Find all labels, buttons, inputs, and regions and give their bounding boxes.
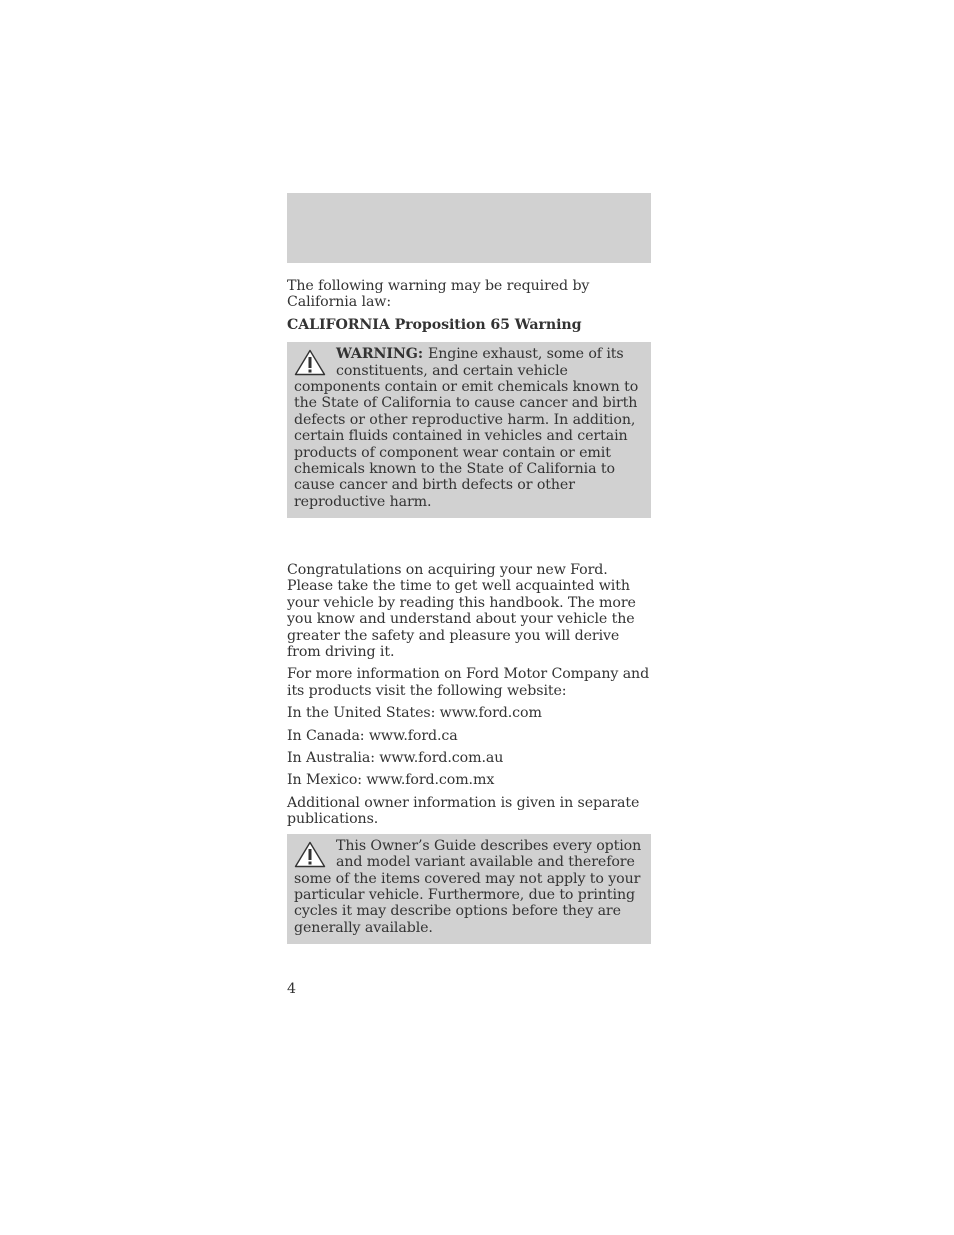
page-number: 4: [287, 981, 297, 997]
intro-text: The following warning may be required by California law:: [287, 278, 590, 311]
warning-label: WARNING:: [336, 346, 423, 363]
header-band: [287, 193, 651, 263]
congratulations-text: Congratulations on acquiring your new Ford. Please take the time to get well acquainted with your vehicle by reading this handbook. The more you know and understand about your vehicle the greater the safety and pleasure you will derive from driving it.: [287, 562, 636, 661]
warning-triangle-icon: [294, 841, 326, 868]
more-info-text: For more information on Ford Motor Company and its products visit the following website:: [287, 666, 650, 699]
prop65-warning-box: [287, 342, 651, 518]
website-mexico: In Mexico: www.ford.com.mx: [287, 772, 495, 789]
warning-text: Engine exhaust, some of its constituents, and certain vehicle components contain or emit chemicals known to the State of California to cause cancer and birth defects or other reproductive harm. In addition, certain fluids contained in vehicles and certain products of component wear contain or emit chemicals known to the State of California to cause cancer and birth defects or other reproductive harm.: [294, 346, 639, 510]
additional-info-text: Additional owner information is given in separate publications.: [287, 794, 640, 828]
note-text: This Owner’s Guide describes every option and model variant available and therefore some of the items covered may not apply to your particular vehicle. Furthermore, due to printing cycles it may describe options before they are generally available.: [294, 837, 642, 936]
welcome-section: [287, 562, 651, 950]
owner-guide-note-box: [287, 834, 651, 944]
website-us: In the United States: www.ford.com: [287, 705, 542, 722]
website-canada: In Canada: www.ford.ca: [287, 727, 458, 744]
prop65-heading: CALIFORNIA Proposition 65 Warning: [287, 316, 582, 333]
website-australia: In Australia: www.ford.com.au: [287, 750, 504, 767]
warning-triangle-icon: [294, 349, 326, 376]
california-section: [287, 278, 651, 524]
